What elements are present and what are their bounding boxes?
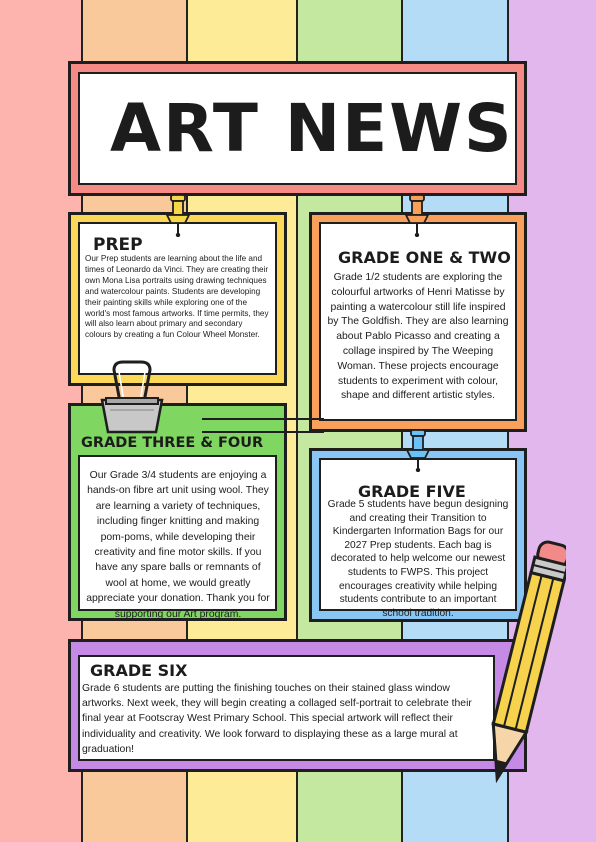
- title-frame: [68, 61, 527, 196]
- title-card: [78, 72, 517, 185]
- push-pin-yellow-icon: [165, 193, 191, 237]
- grade-six-frame: [68, 639, 527, 772]
- pencil-icon: [484, 536, 566, 798]
- grade-five-heading: GRADE FIVE: [358, 482, 466, 501]
- grade-three-four-text: Our Grade 3/4 students are enjoying a hands-on fibre art unit using wool. They are learning a variety of techniques, including finger knitting and making pom-poms, while developing their creativity and fine motor skills. If you have any spare balls or remnants of wool at home, we would greatly appreciate your donation. Thank you for supporting our Art program.: [86, 470, 270, 620]
- binder-clip-icon: [96, 360, 168, 438]
- grade-one-two-frame: [309, 212, 527, 432]
- grade-six-text: Grade 6 students are putting the finishing touches on their stained glass window artworks. Next week, they will begin creating a collaged self-portrait to celebrate their final year at Footscray West Primary School. This special artwork will reflect their individuality and creativity. We look forward to displaying these as a large mural at graduation!: [82, 683, 472, 755]
- connector-line: [202, 418, 324, 420]
- grade-one-two-text: Grade 1/2 students are exploring the colourful artworks of Henri Matisse by painting a watercolour still life inspired by The Goldfish. They are also learning about Pablo Picasso and creating a collage inspired by The Weeping Woman. These projects encourage students to experiment with colour, shape and different artistic styles.: [327, 272, 509, 402]
- grade-three-four-heading: GRADE THREE & FOUR: [81, 435, 264, 451]
- grade-six-card: [78, 655, 495, 761]
- connector-line: [202, 431, 324, 433]
- prep-card: [78, 222, 277, 375]
- grade-five-text: Grade 5 students have begun designing and creating their Transition to Kindergarten Information Bags for our 2027 Prep students. Each bag is decorated to help welcome our newest students to FWPS. This project encourages creativity while helping students contribute to an important school tradition.: [327, 499, 509, 619]
- prep-text: Our Prep students are learning about the life and times of Leonardo da Vinci. They are creating their own Mona Lisa portraits using drawing techniques and watercolour paints. Students are developing their painting skills while exploring one of the world's most famous artworks. If time permits, they will also learn about primary and secondary colours by creating a fun Colour Wheel Monster.: [85, 254, 269, 340]
- prep-heading: PREP: [93, 235, 143, 255]
- grade-one-two-heading: GRADE ONE & TWO: [338, 248, 511, 267]
- push-pin-blue-icon: [405, 428, 431, 472]
- grade-three-four-card: [78, 455, 277, 620]
- grade-one-two-card: [319, 222, 517, 421]
- grade-six-heading: GRADE SIX: [90, 661, 188, 680]
- push-pin-orange-icon: [404, 193, 430, 237]
- page-title: ART NEWS: [110, 90, 514, 167]
